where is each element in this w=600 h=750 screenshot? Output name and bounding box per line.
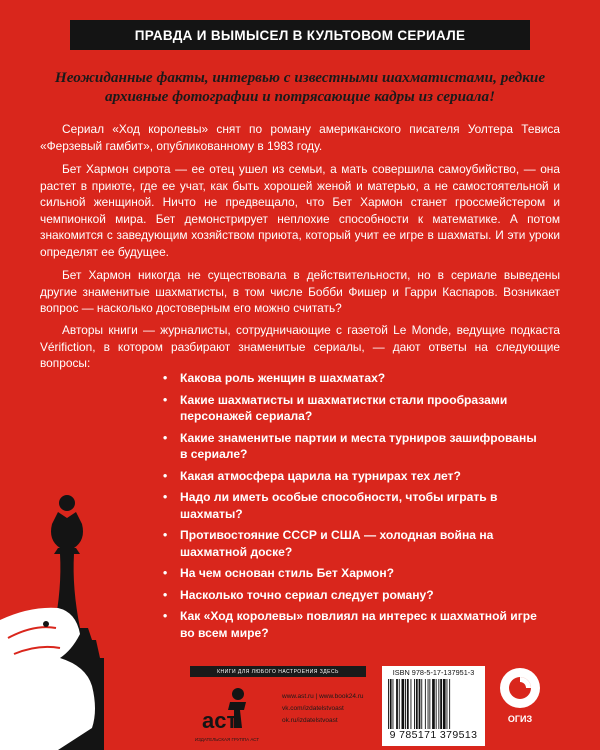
question-item [163,430,543,463]
bullet: • [163,566,168,580]
chess-pieces-illustration [0,488,140,750]
question-item [163,565,543,582]
question-item [163,468,543,485]
bullet: • [163,609,168,623]
tagline: Неожиданные факты, интервью с известными шахматистами, редкие архивные фотографии и потрясающие кадры из сериала! [54,69,546,105]
question-text: Какая атмосфера царила на турнирах тех лет? [180,468,461,483]
question-item [163,608,543,641]
question-text: Надо ли иметь особые способности, чтобы играть в шахматы? [180,490,498,521]
question-text: Какие знаменитые партии и места турниров зашифрованы в сериале? [180,430,537,461]
question-item [163,392,543,425]
question-text: На чем основан стиль Бет Хармон? [180,566,395,580]
publisher-caption: ИЗДАТЕЛЬСКАЯ ГРУППА АСТ [194,737,260,742]
website-link[interactable]: www.ast.ru | www.book24.ru [282,693,364,700]
paragraph-plot: Бет Хармон сирота — ее отец ушел из семьи, а мать совершила самоубийство, — она растет в приюте, где ее учат, как быть хорошей женой и матерью, а не самостоятельной и сильной женщиной. Ничто не предвещало, что Бет Хармон станет гроссмейстером и чемпионкой мира. Бет демонстрирует неплохие способности к математике. А потом знакомится с заведующим хозяйством приюта, который учит ее игре в шахматы. И эти уроки определят ее будущее. [40,162,560,259]
bullet: • [163,430,168,445]
paragraph-characters: Бет Хармон никогда не существовала в действительности, но в сериале выведены другие знаменитые шахматисты, в том числе Бобби Фишер и Гарри Каспаров. Возникает вопрос — насколько достоверным его можно считать? [40,268,560,316]
question-text: Противостояние СССР и США — холодная война на шахматной доске? [180,528,494,559]
question-item [163,587,543,604]
ogiz-label: ОГИЗ [507,714,533,724]
question-item [163,489,543,522]
publisher-links [282,691,378,727]
bullet: • [163,528,168,542]
bullet: • [163,468,168,483]
paragraph-intro: Сериал «Ход королевы» снят по роману американского писателя Уолтера Тевиса «Ферзевый гамбит», опубликованному в 1983 году. [40,122,560,153]
question-text: Какова роль женщин в шахматах? [180,371,386,385]
title-banner: ПРАВДА И ВЫМЫСЕЛ В КУЛЬТОВОМ СЕРИАЛЕ [70,20,530,50]
bullet: • [163,392,168,407]
ok-link[interactable]: ok.ru/izdatelstvoast [282,717,338,724]
paragraph-authors: Авторы книги — журналисты, сотрудничающие с газетой Le Monde, ведущие подкаста Vérifiction, в котором разбирают знаменитые сериалы, — дают ответы на следующие вопросы: [40,323,560,371]
isbn-box [382,666,485,746]
bullet: • [163,587,168,602]
question-text: Какие шахматисты и шахматистки стали прообразами персонажей сериала? [180,392,508,423]
bullet: • [163,490,168,504]
bullet: • [163,371,168,385]
question-item [163,370,543,387]
ast-logo-icon [200,684,252,744]
vk-link[interactable]: vk.com/izdatelstvoast [282,705,344,712]
question-list [163,370,543,646]
publisher-strip: КНИГИ ДЛЯ ЛЮБОГО НАСТРОЕНИЯ ЗДЕСЬ [190,666,366,677]
question-item [163,527,543,560]
question-text: Как «Ход королевы» повлиял на интерес к шахматной игре во всем мире? [180,609,537,640]
isbn-label: ISBN 978-5-17-137951-3 [392,668,475,677]
isbn-digits: 9 785171 379513 [389,729,478,741]
barcode-icon [386,679,481,729]
ast-logo-text: аст [202,708,238,733]
question-text: Насколько точно сериал следует роману? [180,587,434,602]
ogiz-logo-icon [496,666,544,740]
